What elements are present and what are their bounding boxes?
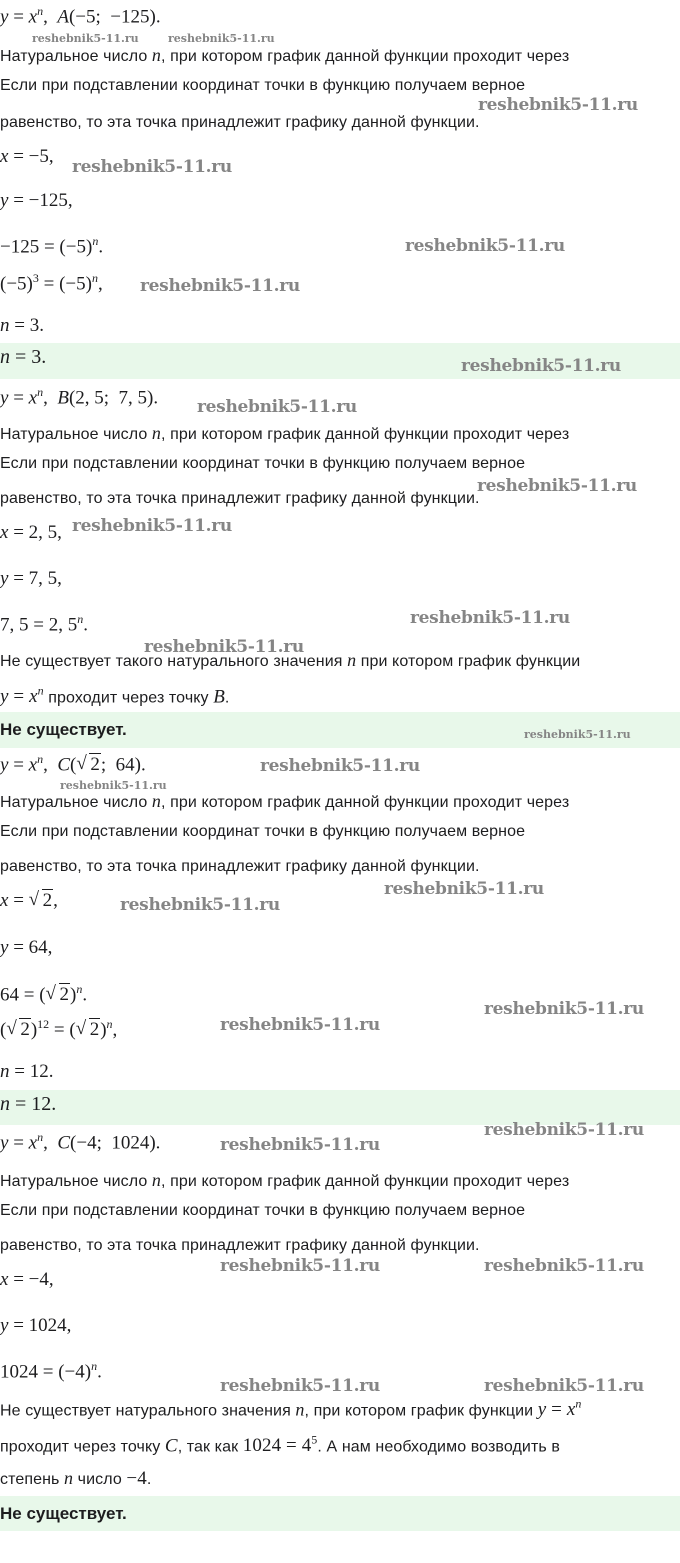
given-C: $y = x^n$, C(−4; 1024). xyxy=(0,1130,161,1154)
watermark: reshebnik5-11.ru xyxy=(72,157,232,177)
intro-line-2: Если при подставлении координат точки в функцию получаем верное xyxy=(0,77,526,94)
answer-text: n = 3. xyxy=(0,346,47,368)
watermark: reshebnik5-11.ru xyxy=(260,756,420,776)
watermark: reshebnik5-11.ru xyxy=(120,895,280,915)
intro-line-3: равенство, то эта точка принадлежит графику данной функции. xyxy=(0,858,480,875)
watermark: reshebnik5-11.ru xyxy=(72,516,232,536)
intro-line-3: равенство, то эта точка принадлежит графику данной функции. xyxy=(0,490,480,507)
result: n = 3. xyxy=(0,315,44,336)
intro-line-3: равенство, то эта точка принадлежит графику данной функции. xyxy=(0,1237,480,1254)
intro-line-2: Если при подставлении координат точки в функцию получаем верное xyxy=(0,455,526,472)
intro-line-1: Натуральное число n, при котором график данной функции проходит через xyxy=(0,1170,570,1190)
watermark: reshebnik5-11.ru xyxy=(168,32,275,45)
intro-line-2: Если при подставлении координат точки в функцию получаем верное xyxy=(0,1202,526,1219)
given-A: $y = x^n$, A(−5; −125). xyxy=(0,4,161,28)
watermark: reshebnik5-11.ru xyxy=(477,476,637,496)
watermark: reshebnik5-11.ru xyxy=(220,1376,380,1396)
equation-1: $1024 = (-4)^n$. xyxy=(0,1359,102,1383)
given-B: $y = x^n$, B(2, 5; 7, 5). xyxy=(0,385,159,409)
x-line: x = √ 2, xyxy=(0,890,58,912)
watermark: reshebnik5-11.ru xyxy=(478,95,638,115)
watermark: reshebnik5-11.ru xyxy=(484,1256,644,1276)
x-line: x = −4, xyxy=(0,1269,54,1290)
intro-line-2: Если при подставлении координат точки в функцию получаем верное xyxy=(0,823,526,840)
watermark: reshebnik5-11.ru xyxy=(220,1256,380,1276)
conclusion-line-2: $y = x^n$ проходит через точку B. xyxy=(0,684,230,708)
watermark: reshebnik5-11.ru xyxy=(60,779,167,792)
watermark: reshebnik5-11.ru xyxy=(220,1135,380,1155)
answer-box xyxy=(0,1496,680,1531)
given-C: $y = x^n$, C(√ 2; 64). xyxy=(0,752,146,776)
answer-text: n = 12. xyxy=(0,1093,57,1115)
watermark: reshebnik5-11.ru xyxy=(220,1015,380,1035)
conclusion-line-1: Не существует такого натурального значения n при котором график функции xyxy=(0,650,581,670)
y-line: y = −125, xyxy=(0,190,73,211)
equation-1: 7, 5 = 2, 5$^n$. xyxy=(0,612,88,636)
watermark: reshebnik5-11.ru xyxy=(140,276,300,296)
watermark: reshebnik5-11.ru xyxy=(461,356,621,376)
watermark: reshebnik5-11.ru xyxy=(144,637,304,657)
equation-2: $(-5)^3 = (-5)^n$, xyxy=(0,271,103,295)
result: n = 12. xyxy=(0,1061,54,1082)
intro-line-1: Натуральное число n, при котором график данной функции проходит через xyxy=(0,423,570,443)
answer-text: Не существует. xyxy=(0,1504,127,1523)
answer-text: Не существует. xyxy=(0,720,127,739)
watermark: reshebnik5-11.ru xyxy=(384,879,544,899)
equation-1: $-125 = (-5)^n$. xyxy=(0,234,104,258)
watermark: reshebnik5-11.ru xyxy=(197,397,357,417)
y-line: y = 64, xyxy=(0,937,53,958)
conclusion-line-1: Не существует натурального значения n, при котором график функции $y = x^n$ xyxy=(0,1397,582,1421)
watermark: reshebnik5-11.ru xyxy=(524,728,631,741)
equation-2: (√ 2)$^{12}$ = (√ 2)$^n$, xyxy=(0,1017,117,1041)
x-line: x = 2, 5, xyxy=(0,522,62,543)
equation-1: 64 = (√ 2)$^n$. xyxy=(0,982,87,1006)
conclusion-line-3: степень n число −4. xyxy=(0,1468,152,1489)
conclusion-line-2: проходит через точку C, так как $1024 = 4^5$. А нам необходимо возводить в xyxy=(0,1433,560,1457)
intro-line-1: Натуральное число n, при котором график данной функции проходит через xyxy=(0,791,570,811)
x-line: x = −5, xyxy=(0,146,54,167)
watermark: reshebnik5-11.ru xyxy=(405,236,565,256)
watermark: reshebnik5-11.ru xyxy=(32,32,139,45)
intro-line-3: равенство, то эта точка принадлежит графику данной функции. xyxy=(0,114,480,131)
watermark: reshebnik5-11.ru xyxy=(484,1376,644,1396)
watermark: reshebnik5-11.ru xyxy=(410,608,570,628)
y-line: y = 7, 5, xyxy=(0,568,62,589)
intro-line-1: Натуральное число n, при котором график данной функции проходит через xyxy=(0,45,570,65)
y-line: y = 1024, xyxy=(0,1315,72,1336)
watermark: reshebnik5-11.ru xyxy=(484,1120,644,1140)
watermark: reshebnik5-11.ru xyxy=(484,999,644,1019)
